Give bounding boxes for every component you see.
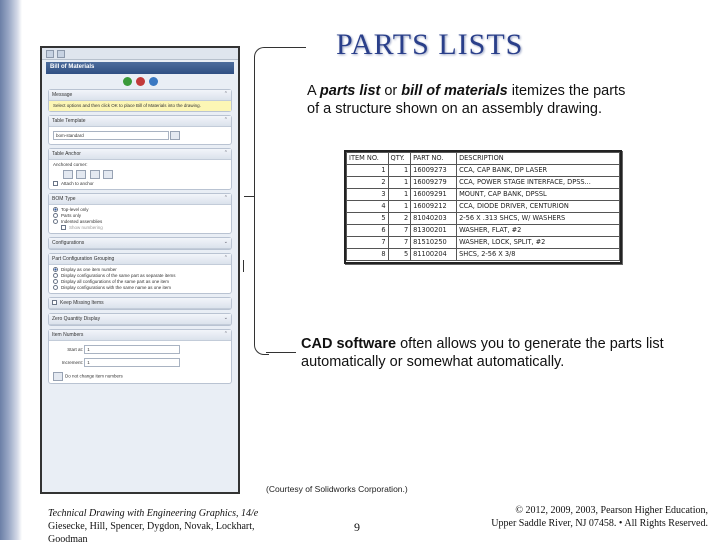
panel-tabs xyxy=(42,48,238,60)
browse-template-icon[interactable] xyxy=(170,131,180,140)
collapse-chevron-icon[interactable]: ⌃ xyxy=(223,255,228,261)
bracket xyxy=(254,47,269,355)
anchor-top-left-icon[interactable] xyxy=(63,170,73,179)
ok-check-icon[interactable] xyxy=(123,77,132,86)
header-item-no: ITEM NO. xyxy=(347,153,389,165)
address-line: Upper Saddle River, NJ 07458. • All Rights Reserved. xyxy=(491,518,708,529)
item-numbers-section xyxy=(48,329,232,384)
same-name-label: Display configurations with the same name as one item xyxy=(61,285,172,290)
property-manager-tab-icon[interactable] xyxy=(46,50,54,58)
all-configs-label: Display all configurations of the same part as one item xyxy=(61,279,170,284)
increment-label: Increment: xyxy=(61,360,83,365)
same-name-radio[interactable] xyxy=(53,285,58,290)
collapse-chevron-icon[interactable]: ⌃ xyxy=(223,331,228,337)
table-row: 3 1 16009291 MOUNT, CAP BANK, DPSSL xyxy=(347,189,620,201)
table-row: 4 1 16009212 CCA, DIODE DRIVER, CENTURION xyxy=(347,201,620,213)
ok-cancel-row xyxy=(42,77,238,86)
increment-input[interactable]: 1 xyxy=(84,358,180,367)
parts-only-radio[interactable] xyxy=(53,213,58,218)
table-row: 8 5 81100204 SHCS, 2-56 X 3/8 xyxy=(347,249,620,261)
table-template-section xyxy=(48,115,232,145)
anchor-bottom-left-icon[interactable] xyxy=(90,170,100,179)
parts-list-table xyxy=(344,150,622,264)
collapse-chevron-icon[interactable]: ⌃ xyxy=(223,117,228,123)
help-icon[interactable] xyxy=(149,77,158,86)
collapse-chevron-icon[interactable]: ⌃ xyxy=(223,91,228,97)
anchor-top-right-icon[interactable] xyxy=(76,170,86,179)
book-authors: Giesecke, Hill, Spencer, Dygdon, Novak, Lockhart, Goodman xyxy=(48,521,255,545)
all-configs-radio[interactable] xyxy=(53,279,58,284)
courtesy-caption: (Courtesy of Solidworks Corporation.) xyxy=(266,484,408,494)
separate-items-label: Display configurations of the same part as separate items xyxy=(61,273,176,278)
panel-header: Bill of Materials xyxy=(46,62,234,74)
zero-qty-section xyxy=(48,313,232,326)
show-numbering-label: Show numbering xyxy=(69,225,103,230)
table-row: 6 7 81300201 WASHER, FLAT, #2 xyxy=(347,225,620,237)
left-decorative-band xyxy=(0,0,22,540)
header-qty: QTY. xyxy=(388,153,411,165)
zero-qty-header[interactable]: Zero Quantity Display ⌄ xyxy=(49,314,231,325)
bracket-top-line xyxy=(266,47,306,48)
show-numbering-checkbox[interactable] xyxy=(61,225,66,230)
part-config-header[interactable]: Part Configuration Grouping ⌃ xyxy=(49,254,231,265)
one-item-radio[interactable] xyxy=(53,267,58,272)
cancel-x-icon[interactable] xyxy=(136,77,145,86)
table-row: 1 1 16009273 CCA, CAP BANK, DP LASER xyxy=(347,165,620,177)
start-at-input[interactable]: 1 xyxy=(84,345,180,354)
table-anchor-header[interactable]: Table Anchor ⌃ xyxy=(49,149,231,160)
configurations-header[interactable]: Configurations ⌄ xyxy=(49,238,231,249)
footer-citation xyxy=(48,507,278,546)
book-title: Technical Drawing with Engineering Graphics, 14/e xyxy=(48,508,259,519)
keep-missing-header[interactable]: Keep Missing Items xyxy=(49,298,231,309)
part-config-section xyxy=(48,253,232,294)
renumber-icon[interactable] xyxy=(53,372,63,381)
template-input[interactable]: bom-standard xyxy=(53,131,169,140)
one-item-label: Display as one item number xyxy=(61,267,117,272)
panel-resize-grip-icon[interactable] xyxy=(239,260,244,272)
item-numbers-header[interactable]: Item Numbers ⌃ xyxy=(49,330,231,341)
keep-missing-checkbox[interactable] xyxy=(52,300,57,305)
bom-type-section xyxy=(48,193,232,234)
anchor-label: Anchored corner: xyxy=(53,162,88,167)
collapse-chevron-icon[interactable]: ⌃ xyxy=(223,150,228,156)
cad-text: CAD software often allows you to generate the parts list automatically or somewhat automatically. xyxy=(301,336,664,370)
start-at-label: Start at: xyxy=(67,347,83,352)
expand-chevron-icon[interactable]: ⌄ xyxy=(223,239,228,245)
message-section-header[interactable]: Message ⌃ xyxy=(49,90,231,101)
message-text: Select options and then click OK to place Bill of Materials into the drawing. xyxy=(49,101,231,111)
top-level-radio[interactable] xyxy=(53,207,58,212)
bom-property-panel xyxy=(40,46,240,494)
anchor-bottom-right-icon[interactable] xyxy=(103,170,113,179)
configuration-tab-icon[interactable] xyxy=(57,50,65,58)
indented-radio[interactable] xyxy=(53,219,58,224)
separate-items-radio[interactable] xyxy=(53,273,58,278)
bracket-bottom-line xyxy=(266,352,296,353)
intro-text: A parts list or bill of materials itemizes the parts of a structure shown on an assembly drawing. xyxy=(307,83,626,117)
slide-title: PARTS LISTS xyxy=(336,28,524,61)
table-row: 5 2 81040203 2-56 X .313 SHCS, W/ WASHERS xyxy=(347,213,620,225)
parts-only-label: Parts only xyxy=(61,213,82,218)
attach-label: Attach to anchor xyxy=(61,181,94,186)
table-row: 2 1 16009279 CCA, POWER STAGE INTERFACE, DPSS... xyxy=(347,177,620,189)
page-number: 9 xyxy=(354,520,360,534)
bracket-pointer xyxy=(244,196,254,197)
footer-copyright xyxy=(468,504,708,530)
expand-chevron-icon[interactable]: ⌄ xyxy=(223,315,228,321)
collapse-chevron-icon[interactable]: ⌃ xyxy=(223,195,228,201)
table-row: 7 7 81510250 WASHER, LOCK, SPLIT, #2 xyxy=(347,237,620,249)
header-description: DESCRIPTION xyxy=(457,153,620,165)
keep-missing-section xyxy=(48,297,232,310)
attach-checkbox[interactable] xyxy=(53,181,58,186)
table-anchor-section xyxy=(48,148,232,190)
table-template-header[interactable]: Table Template ⌃ xyxy=(49,116,231,127)
bom-type-header[interactable]: BOM Type ⌃ xyxy=(49,194,231,205)
copyright-line: © 2012, 2009, 2003, Pearson Higher Education, xyxy=(515,505,708,516)
header-part-no: PART NO. xyxy=(411,153,457,165)
top-level-label: Top-level only xyxy=(61,207,89,212)
configurations-section xyxy=(48,237,232,250)
indented-label: Indented assemblies xyxy=(61,219,103,224)
do-not-change-label: Do not change item numbers xyxy=(65,373,123,379)
message-section xyxy=(48,89,232,112)
